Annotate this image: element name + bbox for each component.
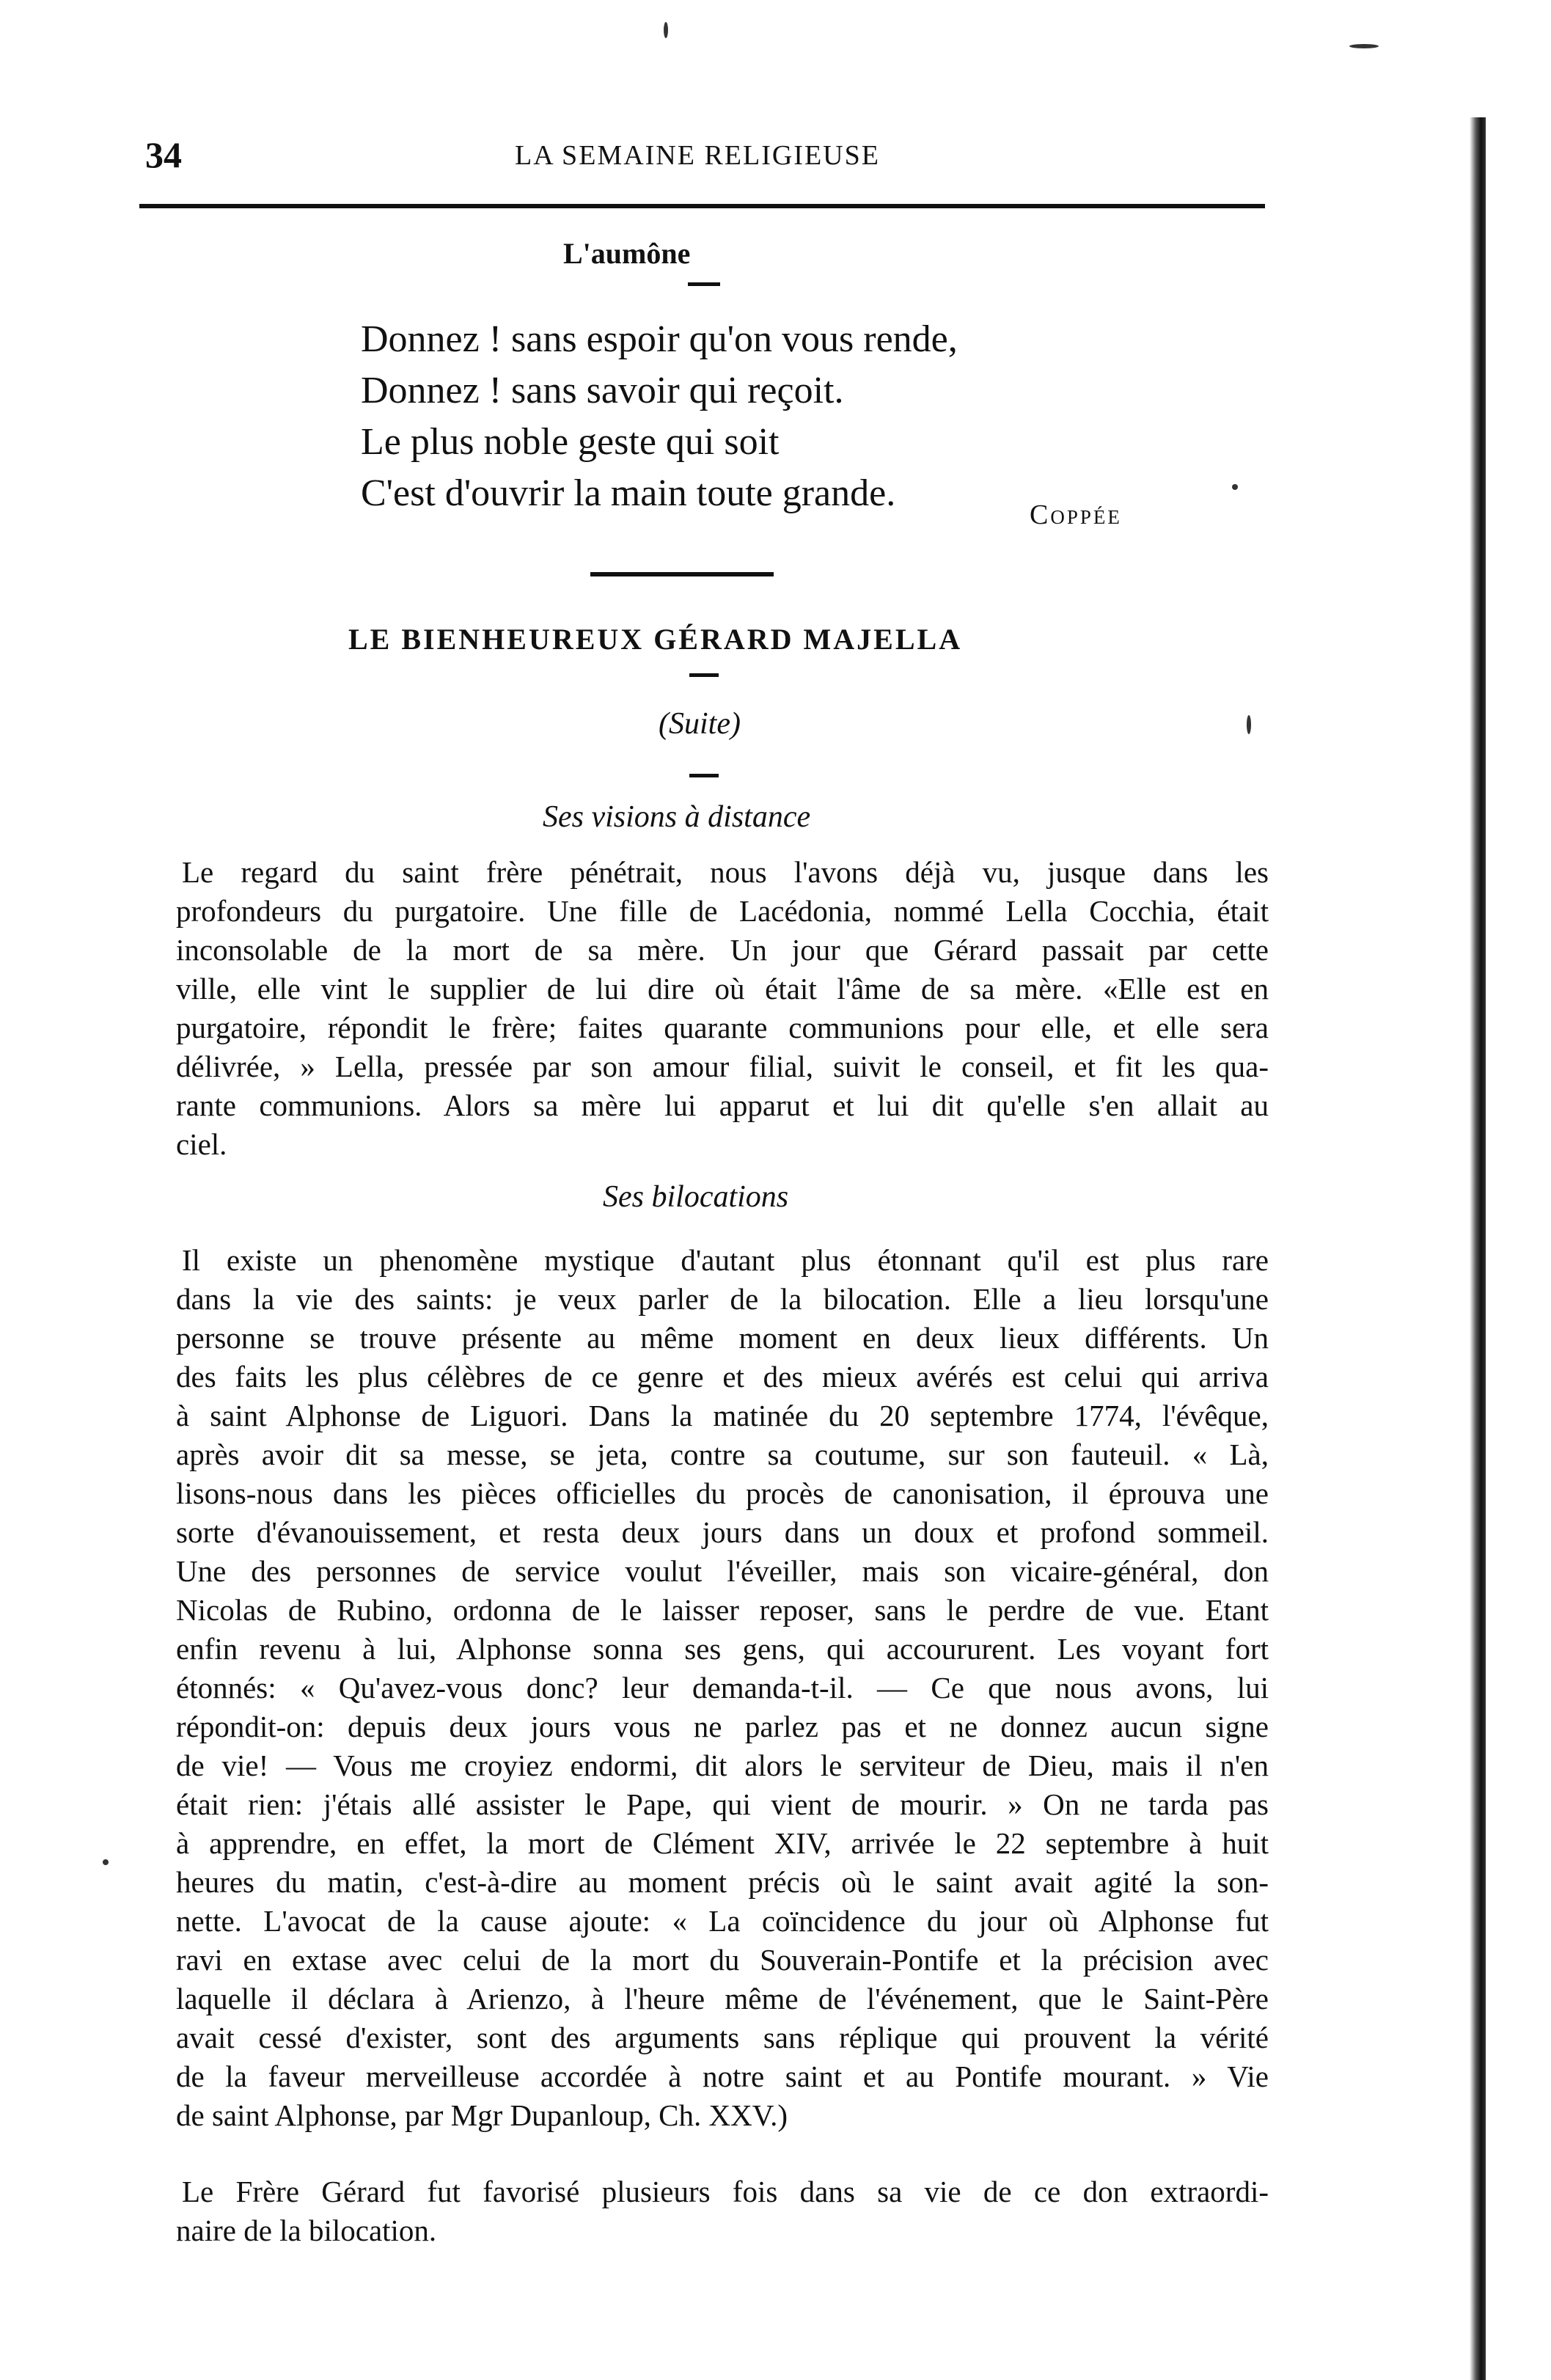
section-heading-bilocations: Ses bilocations: [603, 1180, 789, 1214]
section-divider: [590, 572, 774, 576]
text-line: avait cessé d'exister, sont des arguments sans réplique qui prouvent la vérité: [176, 2021, 1269, 2054]
text-line: des faits les plus célèbres de ce genre et des mieux avérés est celui qui arriva: [176, 1360, 1269, 1394]
scan-speck: [103, 1859, 109, 1865]
text-line: délivrée, » Lella, pressée par son amour filial, suivit le conseil, et fit les qua-: [176, 1050, 1269, 1083]
poem-title: L'aumône: [563, 237, 691, 270]
subtitle-dash: [689, 774, 719, 777]
text-line: Il existe un phenomène mystique d'autant plus étonnant qu'il est plus rare: [182, 1243, 1269, 1277]
scan-speck: [1232, 484, 1238, 490]
text-line: Une des personnes de service voulut l'éveiller, mais son vicaire-général, don: [176, 1554, 1269, 1588]
text-line: lisons-nous dans les pièces officielles du procès de canonisation, il éprouva une: [176, 1476, 1269, 1510]
scan-speck: [664, 22, 668, 38]
text-line: profondeurs du purgatoire. Une fille de Lacédonia, nommé Lella Cocchia, était: [176, 894, 1269, 928]
scan-binding-edge: [1470, 117, 1486, 2380]
text-line: de vie! — Vous me croyiez endormi, dit alors le serviteur de Dieu, mais il n'en: [176, 1749, 1269, 1782]
text-line: laquelle il déclara à Arienzo, à l'heure même de l'événement, que le Saint-Père: [176, 1982, 1269, 2015]
text-line: Le Frère Gérard fut favorisé plusieurs fois dans sa vie de ce don extraordi-: [182, 2175, 1269, 2208]
page-number: 34: [145, 134, 182, 175]
header-rule: [139, 204, 1265, 208]
text-line: naire de la bilocation.: [176, 2214, 437, 2247]
text-line: dans la vie des saints: je veux parler de la bilocation. Elle a lieu lorsqu'une: [176, 1282, 1269, 1316]
scan-speck: [1247, 715, 1251, 734]
text-line: était rien: j'étais allé assister le Pape, qui vient de mourir. » On ne tarda pas: [176, 1787, 1269, 1821]
section-heading-visions: Ses visions à distance: [543, 800, 811, 834]
text-line: enfin revenu à lui, Alphonse sonna ses gens, qui accoururent. Les voyant fort: [176, 1632, 1269, 1666]
text-line: inconsolable de la mort de sa mère. Un jour que Gérard passait par cette: [176, 933, 1269, 967]
text-line: de saint Alphonse, par Mgr Dupanloup, Ch. XXV.): [176, 2098, 788, 2132]
poem-line: Donnez ! sans savoir qui reçoit.: [361, 370, 844, 411]
text-line: ravi en extase avec celui de la mort du Souverain-Pontife et la précision avec: [176, 1943, 1269, 1977]
text-line: ville, elle vint le supplier de lui dire où était l'âme de sa mère. «Elle est en: [176, 972, 1269, 1006]
text-line: étonnés: « Qu'avez-vous donc? leur demanda-t-il. — Ce que nous avons, lui: [176, 1671, 1269, 1705]
running-head: LA SEMAINE RELIGIEUSE: [515, 140, 880, 171]
text-line: heures du matin, c'est-à-dire au moment précis où le saint avait agité la son-: [176, 1865, 1269, 1899]
text-line: ciel.: [176, 1127, 227, 1161]
poem-line: Le plus noble geste qui soit: [361, 421, 780, 463]
scan-speck: [1349, 44, 1379, 48]
paragraph-visions: [176, 853, 1269, 1164]
text-line: Nicolas de Rubino, ordonna de le laisser reposer, sans le perdre de vue. Etant: [176, 1593, 1269, 1627]
poem-line: C'est d'ouvrir la main toute grande.: [361, 472, 896, 514]
text-line: répondit-on: depuis deux jours vous ne parlez pas et ne donnez aucun signe: [176, 1710, 1269, 1743]
paragraph-closing: [176, 2172, 1269, 2250]
text-line: sorte d'évanouissement, et resta deux jours dans un doux et profond sommeil.: [176, 1515, 1269, 1549]
poem-title-dash: [688, 282, 720, 286]
text-line: Le regard du saint frère pénétrait, nous l'avons déjà vu, jusque dans les: [182, 855, 1269, 889]
title-dash: [689, 673, 719, 677]
poem-line: Donnez ! sans espoir qu'on vous rende,: [361, 318, 958, 360]
poem-author: Coppée: [1030, 499, 1122, 530]
text-line: après avoir dit sa messe, se jeta, contre sa coutume, sur son fauteuil. « Là,: [176, 1438, 1269, 1471]
poem-verse: [361, 314, 958, 519]
paragraph-bilocations: [176, 1241, 1269, 2135]
text-line: à saint Alphonse de Liguori. Dans la matinée du 20 septembre 1774, l'évêque,: [176, 1399, 1269, 1432]
text-line: à apprendre, en effet, la mort de Clément XIV, arrivée le 22 septembre à huit: [176, 1826, 1269, 1860]
text-line: nette. L'avocat de la cause ajoute: « La coïncidence du jour où Alphonse fut: [176, 1904, 1269, 1938]
text-line: personne se trouve présente au même moment en deux lieux différents. Un: [176, 1321, 1269, 1355]
text-line: rante communions. Alors sa mère lui apparut et lui dit qu'elle s'en allait au: [176, 1088, 1269, 1122]
article-title: LE BIENHEUREUX GÉRARD MAJELLA: [348, 623, 963, 656]
article-subtitle: (Suite): [659, 707, 741, 741]
text-line: de la faveur merveilleuse accordée à notre saint et au Pontife mourant. » Vie: [176, 2059, 1269, 2093]
text-line: purgatoire, répondit le frère; faites quarante communions pour elle, et elle sera: [176, 1011, 1269, 1044]
